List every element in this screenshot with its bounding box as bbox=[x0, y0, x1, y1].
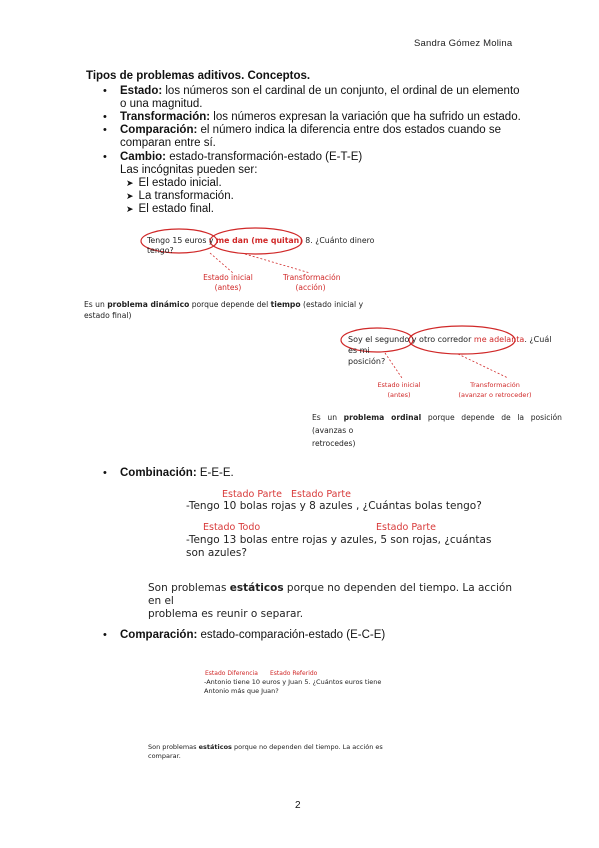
bullet-dot: • bbox=[103, 467, 107, 479]
note-text: (estado inicial y bbox=[300, 300, 364, 309]
fig3-label-part2: Estado Parte bbox=[291, 489, 351, 500]
note-line2: estado final) bbox=[84, 311, 132, 320]
sub-item-final bbox=[126, 203, 214, 215]
fig1-text-part: Tengo 15 euros bbox=[147, 236, 207, 245]
fig1-text-num: 8. bbox=[302, 236, 313, 245]
figure1-question bbox=[147, 236, 374, 256]
note-line2: problema es reunir o separar. bbox=[148, 608, 304, 620]
bullet-text: estado-comparación-estado (E-C-E) bbox=[197, 629, 386, 641]
label-sub: (antes) bbox=[214, 283, 242, 292]
bullet-text: los números expresan la variación que ha sufrido un estado. bbox=[210, 111, 521, 123]
dashed-arrow-initial bbox=[210, 253, 233, 273]
fig4-question bbox=[204, 678, 381, 695]
fig2-text-mid: otro corredor bbox=[419, 335, 474, 344]
bullet-combinacion bbox=[103, 467, 234, 480]
fig3-label-part3: Estado Parte bbox=[376, 522, 436, 533]
bullet-dot: • bbox=[103, 629, 107, 641]
bullet-text: el número indica la diferencia entre dos estados cuando se bbox=[197, 124, 501, 136]
bullet-term: Estado: bbox=[120, 85, 163, 97]
label-text: Estado inicial bbox=[203, 273, 253, 282]
fig1-label-transform bbox=[283, 273, 341, 293]
fig3-line1: -Tengo 10 bolas rojas y 8 azules , ¿Cuántas bolas tengo? bbox=[186, 500, 482, 512]
note-text: porque depende del bbox=[189, 300, 271, 309]
fig3-label-part1: Estado Parte bbox=[222, 489, 282, 500]
fig2-text-part: Soy el segundo bbox=[348, 335, 410, 344]
fig3-line2 bbox=[186, 534, 491, 560]
dashed-arrow-transform bbox=[245, 254, 310, 273]
bullet-cambio bbox=[103, 151, 520, 177]
fig4-label1: Estado Diferencia bbox=[205, 670, 258, 677]
bullet-term: Combinación: bbox=[120, 467, 197, 479]
fig3-label-todo: Estado Todo bbox=[203, 522, 261, 533]
fig1-label-initial bbox=[203, 273, 253, 293]
note-text: porque no dependen del tiempo. La acción es bbox=[231, 743, 383, 751]
arrow-bullet-icon: ➤ bbox=[126, 204, 134, 214]
bullet-text-cont: o una magnitud. bbox=[120, 98, 203, 110]
label-text: Estado inicial bbox=[377, 381, 421, 389]
fig3-line2a: -Tengo 13 bolas entre rojas y azules, 5 son rojas, ¿cuántas bbox=[186, 534, 492, 546]
bullet-dot: • bbox=[103, 85, 107, 97]
page-number: 2 bbox=[295, 800, 301, 811]
note-text: Es un bbox=[312, 413, 344, 422]
sub-item-initial bbox=[126, 177, 222, 189]
note-text: porque no dependen del tiempo. La acción en el bbox=[148, 582, 512, 607]
arrow-bullet-icon: ➤ bbox=[126, 178, 134, 188]
note-line2: retrocedes) bbox=[312, 439, 356, 448]
bullet-dot: • bbox=[103, 111, 107, 123]
bullet-text: E-E-E. bbox=[196, 467, 234, 479]
note-line2: comparar. bbox=[148, 752, 181, 760]
bullet-dot: • bbox=[103, 124, 107, 136]
note-bold: estáticos bbox=[229, 582, 284, 594]
label-text: Transformación bbox=[470, 381, 520, 389]
page-header-author: Sandra Gómez Molina bbox=[414, 38, 513, 49]
fig4-line2: Antonio más que Juan? bbox=[204, 686, 279, 695]
sub-item-text: El estado inicial. bbox=[138, 177, 222, 189]
sub-item-text: El estado final. bbox=[138, 203, 214, 215]
bullet-dot: • bbox=[103, 151, 107, 163]
label-text: Transformación bbox=[283, 273, 341, 282]
fig1-text-red: me dan (me quitan) bbox=[215, 236, 303, 245]
bullet-term: Comparación: bbox=[120, 124, 198, 136]
fig2-text-red: me adelanta bbox=[473, 335, 525, 344]
note-bold: problema dinámico bbox=[107, 300, 190, 309]
note-text: porque depende de la posición (avanzas o bbox=[312, 413, 562, 435]
sub-item-transform bbox=[126, 190, 234, 202]
fig4-line1: -Antonio tiene 10 euros y Juan 5. ¿Cuántos euros tiene bbox=[204, 678, 382, 686]
fig2-text-line2: posición? bbox=[348, 357, 386, 366]
note-bold: tiempo bbox=[270, 300, 301, 309]
bullet-transformacion bbox=[103, 111, 530, 124]
label-sub: (antes) bbox=[387, 391, 411, 399]
fig2-label-initial bbox=[371, 380, 427, 400]
fig4-note bbox=[148, 743, 408, 761]
fig2-note bbox=[312, 411, 562, 450]
sub-item-text: La transformación. bbox=[138, 190, 234, 202]
label-sub: (acción) bbox=[295, 283, 326, 292]
bullet-term: Comparación: bbox=[120, 629, 198, 641]
bullet-estado bbox=[103, 85, 520, 111]
bullet-comparacion bbox=[103, 124, 520, 150]
bullet-term: Cambio: bbox=[120, 151, 166, 163]
fig1-text-line2: tengo? bbox=[147, 246, 174, 255]
fig1-text-y: y bbox=[206, 236, 216, 245]
note-text: Son problemas bbox=[148, 582, 230, 594]
bullet-text: estado-transformación-estado (E-T-E) bbox=[166, 151, 363, 163]
label-sub: (avanzar o retroceder) bbox=[458, 391, 532, 399]
fig2-text-y: y bbox=[409, 335, 420, 344]
section-title: Tipos de problemas aditivos. Conceptos. bbox=[86, 70, 311, 82]
fig4-label2: Estado Referido bbox=[270, 670, 318, 677]
fig1-text-rest: ¿Cuánto dinero bbox=[312, 236, 375, 245]
figure2-question bbox=[348, 334, 558, 367]
bullet-text-cont: Las incógnitas pueden ser: bbox=[120, 164, 258, 176]
bullet-text: los números son el cardinal de un conjunto, el ordinal de un elemento bbox=[162, 85, 520, 97]
bullet-term: Transformación: bbox=[120, 111, 211, 123]
fig3-line2b: son azules? bbox=[186, 547, 247, 559]
fig1-note bbox=[84, 299, 384, 321]
arrow-bullet-icon: ➤ bbox=[126, 191, 134, 201]
note-text: Es un bbox=[84, 300, 108, 309]
fig2-text-rest: . ¿Cuál es mi bbox=[348, 335, 552, 355]
bullet-text-cont: comparan entre sí. bbox=[120, 137, 216, 149]
fig3-note bbox=[148, 582, 528, 621]
bullet-comparacion-ece bbox=[103, 629, 386, 642]
note-bold: problema ordinal bbox=[343, 413, 422, 422]
note-bold: estáticos bbox=[198, 743, 232, 751]
fig2-label-transform bbox=[450, 380, 540, 400]
note-text: Son problemas bbox=[148, 743, 199, 751]
